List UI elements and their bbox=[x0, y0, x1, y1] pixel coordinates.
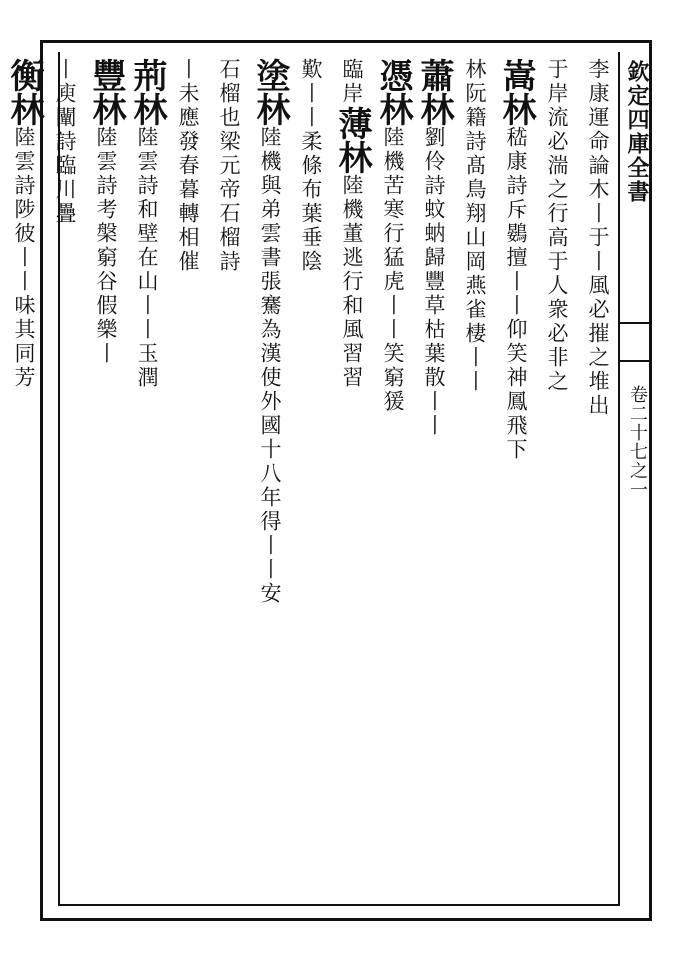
margin-rule bbox=[618, 52, 620, 906]
margin-divider-top bbox=[620, 322, 650, 324]
inner-bottom-rule bbox=[58, 904, 618, 906]
text-column bbox=[454, 58, 495, 902]
entry-text: 陸機董逃行和風習習 bbox=[340, 174, 364, 390]
entry-text: 陸雲詩考槃窮谷假樂丨 bbox=[94, 126, 118, 366]
entry-text: 陸機苦寒行猛虎丨丨笑窮猨 bbox=[381, 126, 405, 414]
text-column bbox=[208, 58, 249, 902]
entry-text: 下 bbox=[504, 438, 528, 462]
entry-headword: 嵩林 bbox=[496, 58, 536, 126]
entry-text: 陸機與弟雲書張騫為漢使外國十八年得丨丨安 bbox=[258, 126, 282, 606]
text-column bbox=[249, 58, 290, 902]
entry-headword: 塗林 bbox=[250, 58, 290, 126]
entry-headword: 衡林 bbox=[4, 58, 44, 126]
text-column bbox=[372, 58, 413, 902]
entry-text: 林阮籍詩髙鳥翔山岡燕雀棲丨丨 bbox=[463, 58, 487, 394]
text-columns bbox=[4, 58, 618, 902]
entry-headword: 憑林 bbox=[373, 58, 413, 126]
entry-text: 陸雲詩和壁在山丨丨玉潤 bbox=[135, 126, 159, 390]
entry-text: 陸雲詩陟彼丨丨味其同芳 bbox=[12, 126, 36, 390]
entry-headword: 豐林 bbox=[86, 58, 126, 126]
text-column bbox=[85, 58, 126, 902]
text-column bbox=[3, 58, 44, 902]
entry-text: 劉伶詩蚊蚋歸豐草枯葉散丨丨 bbox=[422, 126, 446, 438]
book-title: 欽定四庫全書 bbox=[624, 60, 650, 204]
entry-text: 丨庾闡詩臨川疊 bbox=[53, 58, 77, 226]
text-column bbox=[536, 58, 577, 902]
entry-text: 石榴也梁元帝石榴詩 bbox=[217, 58, 241, 274]
text-column bbox=[290, 58, 331, 902]
volume-label: 卷二十七之一 bbox=[627, 385, 648, 499]
frame-bottom-border bbox=[40, 918, 652, 921]
entry-text: 歎 bbox=[299, 58, 323, 82]
text-column bbox=[577, 58, 618, 902]
frame-top-border bbox=[40, 40, 652, 43]
entry-text: 于岸流必湍之行高于人衆必非之 bbox=[545, 58, 569, 394]
entry-headword: 蕭林 bbox=[414, 58, 454, 126]
entry-text: 嵇康詩斥鷃擅丨丨仰笑神鳳飛 bbox=[504, 126, 528, 438]
margin-divider-bottom bbox=[620, 360, 650, 362]
text-column bbox=[331, 58, 372, 902]
entry-text: 丨丨柔條布葉垂陰 bbox=[299, 82, 323, 274]
text-column bbox=[167, 58, 208, 902]
text-column bbox=[44, 58, 85, 902]
entry-headword: 荊林 bbox=[127, 58, 167, 126]
text-column bbox=[495, 58, 536, 902]
entry-text: 丨未應發春暮轉相催 bbox=[176, 58, 200, 274]
entry-headword: 薄林 bbox=[332, 106, 372, 174]
entry-text: 臨岸 bbox=[340, 58, 364, 106]
text-column bbox=[126, 58, 167, 902]
entry-text: 李康運命論木丨于丨風必摧之堆出 bbox=[586, 58, 610, 418]
text-column bbox=[413, 58, 454, 902]
